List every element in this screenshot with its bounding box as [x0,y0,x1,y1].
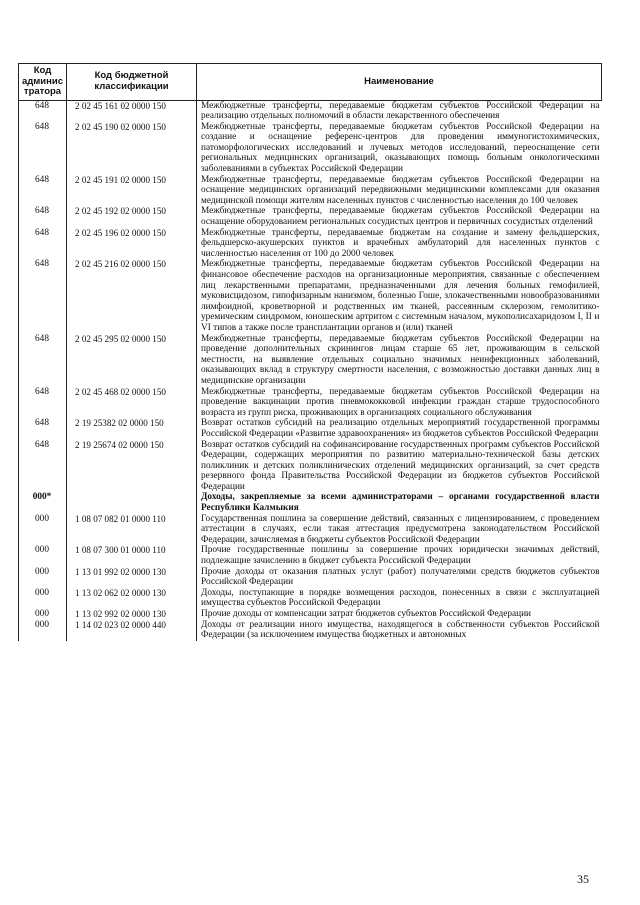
cell-code: 2 19 25382 02 0000 150 [67,418,197,439]
cell-admin: 648 [19,100,67,122]
table-row [19,334,602,387]
cell-name: Доходы, закрепляемые за всеми администраторами – органами государственной власти Республики Калмыкия [197,492,602,513]
cell-code: 1 13 02 992 02 0000 130 [67,609,197,620]
cell-name: Межбюджетные трансферты, передаваемые бюджетам субъектов Российской Федерации на проведение вакцинации против пневмококковой инфекции граждан старше трудоспособного возраста из групп риска, проживающих в организациях социального обслуживания [197,387,602,419]
cell-code: 2 02 45 468 02 0000 150 [67,387,197,419]
cell-name: Прочие доходы от оказания платных услуг (работ) получателями средств бюджетов субъектов Российской Федерации [197,567,602,588]
cell-admin: 648 [19,387,67,419]
cell-name: Межбюджетные трансферты, передаваемые бюджетам субъектов Российской Федерации на реализацию отдельных полномочий в области лекарственного обеспечения [197,100,602,122]
cell-admin: 000 [19,514,67,546]
cell-name: Государственная пошлина за совершение действий, связанных с лицензированием, с проведением аттестации в случаях, если такая аттестация предусмотрена законодательством Российской Федерации, зачисляемая в бюджеты субъектов Российской Федерации [197,514,602,546]
table-row [19,545,602,566]
header-name: Наименование [197,64,602,101]
cell-admin: 648 [19,175,67,207]
table-row [19,259,602,333]
cell-code: 2 02 45 192 02 0000 150 [67,206,197,227]
cell-admin: 648 [19,206,67,227]
table-row [19,387,602,419]
cell-code: 1 14 02 023 02 0000 440 [67,620,197,641]
table-row [19,228,602,260]
cell-admin: 648 [19,334,67,387]
cell-name: Межбюджетные трансферты, передаваемые бюджетам на создание и замену фельдшерских, фельдшерско-акушерских пунктов и врачебных амбулаторий для населенных пунктов с численностью населения от 100 до 2000 человек [197,228,602,260]
cell-name: Прочие доходы от компенсации затрат бюджетов субъектов Российской Федерации [197,609,602,620]
table-header [19,64,602,101]
cell-code: 2 02 45 295 02 0000 150 [67,334,197,387]
cell-admin: 648 [19,440,67,493]
cell-admin: 000 [19,609,67,620]
cell-admin: 000 [19,588,67,609]
budget-classification-table [18,63,602,641]
cell-code: 2 19 25674 02 0000 150 [67,440,197,493]
header-admin-code: Код админис тратора [19,64,67,101]
cell-code: 2 02 45 190 02 0000 150 [67,122,197,175]
budget-classification-table-wrapper [18,63,601,641]
page-number: 35 [577,872,589,886]
cell-code: 2 02 45 216 02 0000 150 [67,259,197,333]
cell-admin: 000 [19,567,67,588]
cell-name: Межбюджетные трансферты, передаваемые бюджетам субъектов Российской Федерации на финансовое обеспечение расходов на организационные мероприятия, связанные с обеспечением лиц лекарственными препаратами, предназначенными для лечения больных гемофилией, муковисцидозом, гипофизарным нанизмом, болезнью Гоше, злокачественными новообразованиями лимфоидной, кроветворной и родственных им тканей, рассеянным склерозом, гемолитико-уремическим синдромом, юношеским артритом с системным началом, мукополисахаридозом I, II и VI типов а также после трансплантации органов и (или) тканей [197,259,602,333]
cell-admin: 648 [19,259,67,333]
cell-code: 2 02 45 191 02 0000 150 [67,175,197,207]
cell-name: Возврат остатков субсидий на реализацию отдельных мероприятий государственной программы Российской Федерации «Развитие здравоохранения» из бюджетов субъектов Российской Федерации [197,418,602,439]
cell-code: 2 02 45 196 02 0000 150 [67,228,197,260]
cell-name: Доходы от реализации иного имущества, находящегося в собственности субъектов Российской Федерации (за исключением имущества бюджетных и автономных [197,620,602,641]
cell-code: 1 08 07 082 01 0000 110 [67,514,197,546]
cell-admin: 648 [19,122,67,175]
table-body [19,100,602,641]
table-row [19,620,602,641]
cell-name: Межбюджетные трансферты, передаваемые бюджетам субъектов Российской Федерации на проведение дополнительных скринингов лицам старше 65 лет, проживающим в сельской местности, на выявление отдельных социально значимых неинфекционных заболеваний, оказывающих вклад в структуру смертности населения, с возможностью доставки данных лиц в медицинские организации [197,334,602,387]
group-header-row [19,492,602,513]
cell-admin: 000* [19,492,67,513]
table-row [19,206,602,227]
cell-name: Прочие государственные пошлины за совершение прочих юридически значимых действий, подлежащие зачислению в бюджет субъекта Российской Федерации [197,545,602,566]
table-row [19,100,602,122]
cell-name: Межбюджетные трансферты, передаваемые бюджетам субъектов Российской Федерации на создание и оснащение референс-центров для проведения иммуногистохимических, патоморфологических исследований и лучевых методов исследований, переоснащение сети региональных медицинских организаций, оказывающих помощь больным онкологическими заболеваниями в субъектах Российской Федерации [197,122,602,175]
table-row [19,440,602,493]
table-row [19,418,602,439]
cell-code: 1 08 07 300 01 0000 110 [67,545,197,566]
cell-code: 1 13 01 992 02 0000 130 [67,567,197,588]
cell-name: Возврат остатков субсидий на софинансирование государственных программ субъектов Российской Федерации, содержащих мероприятия по развитию материально-технической базы детских поликлиник и детских поликлинических отделений медицинских организаций, за счет средств резервного фонда Правительства Российской Федерации из бюджетов субъектов Российской Федерации [197,440,602,493]
cell-code [67,492,197,513]
table-row [19,514,602,546]
cell-admin: 000 [19,545,67,566]
cell-name: Доходы, поступающие в порядке возмещения расходов, понесенных в связи с эксплуатацией имущества субъектов Российской Федерации [197,588,602,609]
table-row [19,609,602,620]
table-row [19,567,602,588]
cell-name: Межбюджетные трансферты, передаваемые бюджетам субъектов Российской Федерации на оснащение медицинских организаций передвижными медицинскими комплексами для оказания медицинской помощи жителям населенных пунктов с численностью населения до 100 человек [197,175,602,207]
table-row [19,588,602,609]
cell-admin: 648 [19,418,67,439]
cell-admin: 648 [19,228,67,260]
table-row [19,122,602,175]
header-budget-code: Код бюджетной классификации [67,64,197,101]
cell-name: Межбюджетные трансферты, передаваемые бюджетам субъектов Российской Федерации на оснащение оборудованием региональных сосудистых центров и первичных сосудистых отделений [197,206,602,227]
cell-code: 1 13 02 062 02 0000 130 [67,588,197,609]
table-row [19,175,602,207]
cell-admin: 000 [19,620,67,641]
cell-code: 2 02 45 161 02 0000 150 [67,100,197,122]
